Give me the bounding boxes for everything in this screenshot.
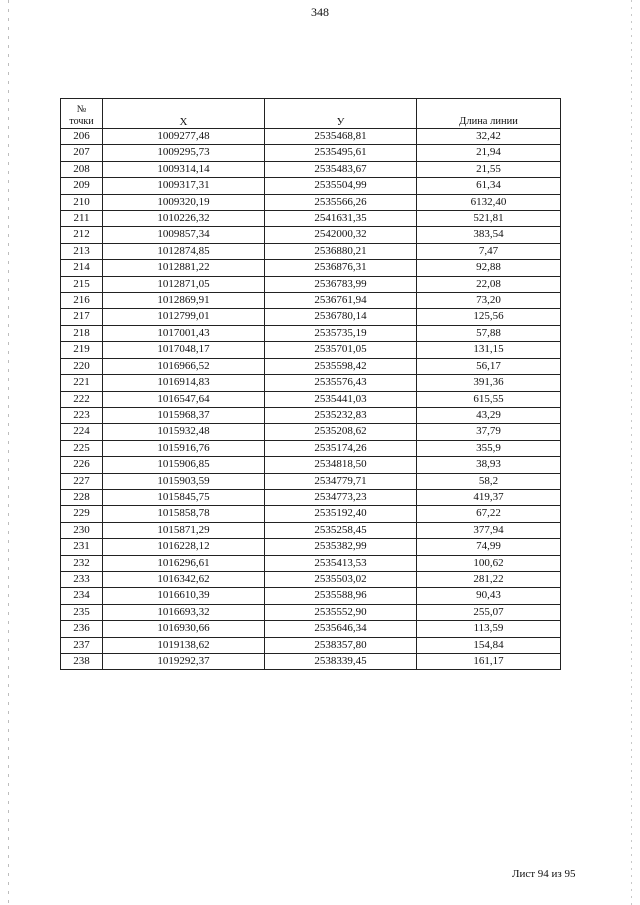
cell-line-length: 161,17 <box>417 654 561 670</box>
table-row <box>61 424 561 440</box>
table-row <box>61 637 561 653</box>
cell-y: 2535382,99 <box>265 539 417 555</box>
cell-point-number: 209 <box>61 178 103 194</box>
cell-y: 2534818,50 <box>265 457 417 473</box>
cell-x: 1012874,85 <box>103 243 265 259</box>
header-point-number-word: точки <box>69 116 94 127</box>
cell-point-number: 211 <box>61 211 103 227</box>
cell-x: 1015968,37 <box>103 407 265 423</box>
cell-line-length: 391,36 <box>417 375 561 391</box>
cell-line-length: 131,15 <box>417 342 561 358</box>
cell-x: 1015916,76 <box>103 440 265 456</box>
cell-point-number: 238 <box>61 654 103 670</box>
cell-point-number: 234 <box>61 588 103 604</box>
table-body <box>61 129 561 670</box>
cell-x: 1019138,62 <box>103 637 265 653</box>
cell-x: 1015903,59 <box>103 473 265 489</box>
table-row <box>61 604 561 620</box>
table-row <box>61 194 561 210</box>
cell-line-length: 255,07 <box>417 604 561 620</box>
cell-line-length: 113,59 <box>417 621 561 637</box>
cell-x: 1016610,39 <box>103 588 265 604</box>
cell-x: 1016693,32 <box>103 604 265 620</box>
table-row <box>61 391 561 407</box>
cell-y: 2535258,45 <box>265 522 417 538</box>
cell-point-number: 214 <box>61 260 103 276</box>
cell-x: 1009295,73 <box>103 145 265 161</box>
header-y: У <box>265 99 417 129</box>
cell-y: 2535504,99 <box>265 178 417 194</box>
cell-line-length: 21,55 <box>417 161 561 177</box>
cell-y: 2535576,43 <box>265 375 417 391</box>
cell-point-number: 236 <box>61 621 103 637</box>
cell-x: 1016342,62 <box>103 571 265 587</box>
cell-y: 2536780,14 <box>265 309 417 325</box>
cell-x: 1015858,78 <box>103 506 265 522</box>
cell-y: 2535468,81 <box>265 129 417 145</box>
cell-y: 2538357,80 <box>265 637 417 653</box>
cell-line-length: 32,42 <box>417 129 561 145</box>
table-row <box>61 588 561 604</box>
cell-point-number: 213 <box>61 243 103 259</box>
cell-line-length: 67,22 <box>417 506 561 522</box>
cell-x: 1019292,37 <box>103 654 265 670</box>
cell-point-number: 224 <box>61 424 103 440</box>
cell-y: 2535483,67 <box>265 161 417 177</box>
cell-x: 1015845,75 <box>103 489 265 505</box>
cell-y: 2535503,02 <box>265 571 417 587</box>
cell-y: 2536761,94 <box>265 293 417 309</box>
cell-line-length: 38,93 <box>417 457 561 473</box>
cell-y: 2535192,40 <box>265 506 417 522</box>
table-row <box>61 440 561 456</box>
header-point-number <box>61 99 103 129</box>
cell-line-length: 377,94 <box>417 522 561 538</box>
cell-point-number: 206 <box>61 129 103 145</box>
cell-y: 2535495,61 <box>265 145 417 161</box>
cell-point-number: 212 <box>61 227 103 243</box>
table-row <box>61 506 561 522</box>
cell-y: 2536880,21 <box>265 243 417 259</box>
cell-x: 1015906,85 <box>103 457 265 473</box>
cell-y: 2535646,34 <box>265 621 417 637</box>
table-row <box>61 489 561 505</box>
cell-point-number: 232 <box>61 555 103 571</box>
table-row <box>61 522 561 538</box>
header-point-number-symbol: № <box>76 104 87 115</box>
cell-x: 1016547,64 <box>103 391 265 407</box>
cell-y: 2535174,26 <box>265 440 417 456</box>
cell-point-number: 225 <box>61 440 103 456</box>
table-row <box>61 654 561 670</box>
cell-y: 2536876,31 <box>265 260 417 276</box>
table-row <box>61 539 561 555</box>
table-header-row <box>61 99 561 129</box>
cell-line-length: 281,22 <box>417 571 561 587</box>
cell-line-length: 90,43 <box>417 588 561 604</box>
cell-x: 1012871,05 <box>103 276 265 292</box>
table-row <box>61 325 561 341</box>
cell-line-length: 37,79 <box>417 424 561 440</box>
cell-line-length: 57,88 <box>417 325 561 341</box>
cell-point-number: 227 <box>61 473 103 489</box>
cell-line-length: 383,54 <box>417 227 561 243</box>
cell-x: 1016930,66 <box>103 621 265 637</box>
cell-line-length: 56,17 <box>417 358 561 374</box>
cell-y: 2541631,35 <box>265 211 417 227</box>
cell-x: 1009314,14 <box>103 161 265 177</box>
cell-x: 1015871,29 <box>103 522 265 538</box>
cell-y: 2535413,53 <box>265 555 417 571</box>
cell-x: 1016296,61 <box>103 555 265 571</box>
table-row <box>61 211 561 227</box>
cell-line-length: 74,99 <box>417 539 561 555</box>
cell-x: 1016228,12 <box>103 539 265 555</box>
cell-y: 2536783,99 <box>265 276 417 292</box>
cell-y: 2535735,19 <box>265 325 417 341</box>
cell-point-number: 231 <box>61 539 103 555</box>
cell-point-number: 215 <box>61 276 103 292</box>
cell-y: 2534779,71 <box>265 473 417 489</box>
cell-point-number: 221 <box>61 375 103 391</box>
cell-y: 2535552,90 <box>265 604 417 620</box>
cell-line-length: 92,88 <box>417 260 561 276</box>
cell-point-number: 229 <box>61 506 103 522</box>
cell-line-length: 58,2 <box>417 473 561 489</box>
cell-point-number: 218 <box>61 325 103 341</box>
cell-point-number: 228 <box>61 489 103 505</box>
cell-x: 1012799,01 <box>103 309 265 325</box>
cell-x: 1015932,48 <box>103 424 265 440</box>
cell-line-length: 61,34 <box>417 178 561 194</box>
cell-x: 1009320,19 <box>103 194 265 210</box>
table-row <box>61 309 561 325</box>
cell-line-length: 43,29 <box>417 407 561 423</box>
cell-point-number: 230 <box>61 522 103 538</box>
cell-line-length: 73,20 <box>417 293 561 309</box>
table-row <box>61 243 561 259</box>
scan-edge-right <box>631 0 632 905</box>
cell-point-number: 210 <box>61 194 103 210</box>
cell-y: 2535441,03 <box>265 391 417 407</box>
header-line-length: Длина линии <box>417 99 561 129</box>
table-row <box>61 342 561 358</box>
sheet-footer: Лист 94 из 95 <box>512 868 576 880</box>
table-row <box>61 457 561 473</box>
cell-x: 1010226,32 <box>103 211 265 227</box>
table-row <box>61 276 561 292</box>
table-row <box>61 621 561 637</box>
cell-line-length: 21,94 <box>417 145 561 161</box>
cell-line-length: 125,56 <box>417 309 561 325</box>
cell-line-length: 615,55 <box>417 391 561 407</box>
cell-point-number: 219 <box>61 342 103 358</box>
table-row <box>61 358 561 374</box>
cell-x: 1012869,91 <box>103 293 265 309</box>
cell-point-number: 226 <box>61 457 103 473</box>
cell-line-length: 419,37 <box>417 489 561 505</box>
table-row <box>61 129 561 145</box>
table-row <box>61 145 561 161</box>
cell-x: 1016914,83 <box>103 375 265 391</box>
table-row <box>61 375 561 391</box>
cell-y: 2535588,96 <box>265 588 417 604</box>
cell-point-number: 207 <box>61 145 103 161</box>
page-number: 348 <box>311 5 329 19</box>
cell-x: 1009277,48 <box>103 129 265 145</box>
cell-line-length: 6132,40 <box>417 194 561 210</box>
cell-line-length: 521,81 <box>417 211 561 227</box>
cell-point-number: 235 <box>61 604 103 620</box>
cell-y: 2534773,23 <box>265 489 417 505</box>
cell-x: 1017001,43 <box>103 325 265 341</box>
cell-point-number: 208 <box>61 161 103 177</box>
cell-x: 1009317,31 <box>103 178 265 194</box>
cell-point-number: 233 <box>61 571 103 587</box>
cell-y: 2535208,62 <box>265 424 417 440</box>
table-row <box>61 473 561 489</box>
cell-x: 1017048,17 <box>103 342 265 358</box>
cell-point-number: 217 <box>61 309 103 325</box>
cell-point-number: 222 <box>61 391 103 407</box>
cell-point-number: 216 <box>61 293 103 309</box>
table-row <box>61 161 561 177</box>
scan-edge-left <box>8 0 9 905</box>
cell-point-number: 220 <box>61 358 103 374</box>
cell-point-number: 223 <box>61 407 103 423</box>
cell-line-length: 7,47 <box>417 243 561 259</box>
cell-y: 2538339,45 <box>265 654 417 670</box>
cell-x: 1012881,22 <box>103 260 265 276</box>
cell-line-length: 355,9 <box>417 440 561 456</box>
table-row <box>61 260 561 276</box>
cell-y: 2535701,05 <box>265 342 417 358</box>
cell-y: 2535232,83 <box>265 407 417 423</box>
cell-x: 1009857,34 <box>103 227 265 243</box>
header-x: X <box>103 99 265 129</box>
cell-line-length: 22,08 <box>417 276 561 292</box>
table-row <box>61 571 561 587</box>
cell-y: 2535598,42 <box>265 358 417 374</box>
cell-point-number: 237 <box>61 637 103 653</box>
table-row <box>61 293 561 309</box>
table-row <box>61 407 561 423</box>
table-row <box>61 555 561 571</box>
cell-line-length: 100,62 <box>417 555 561 571</box>
cell-x: 1016966,52 <box>103 358 265 374</box>
coordinates-table <box>60 98 561 670</box>
cell-y: 2535566,26 <box>265 194 417 210</box>
cell-y: 2542000,32 <box>265 227 417 243</box>
table-row <box>61 178 561 194</box>
cell-line-length: 154,84 <box>417 637 561 653</box>
table-row <box>61 227 561 243</box>
